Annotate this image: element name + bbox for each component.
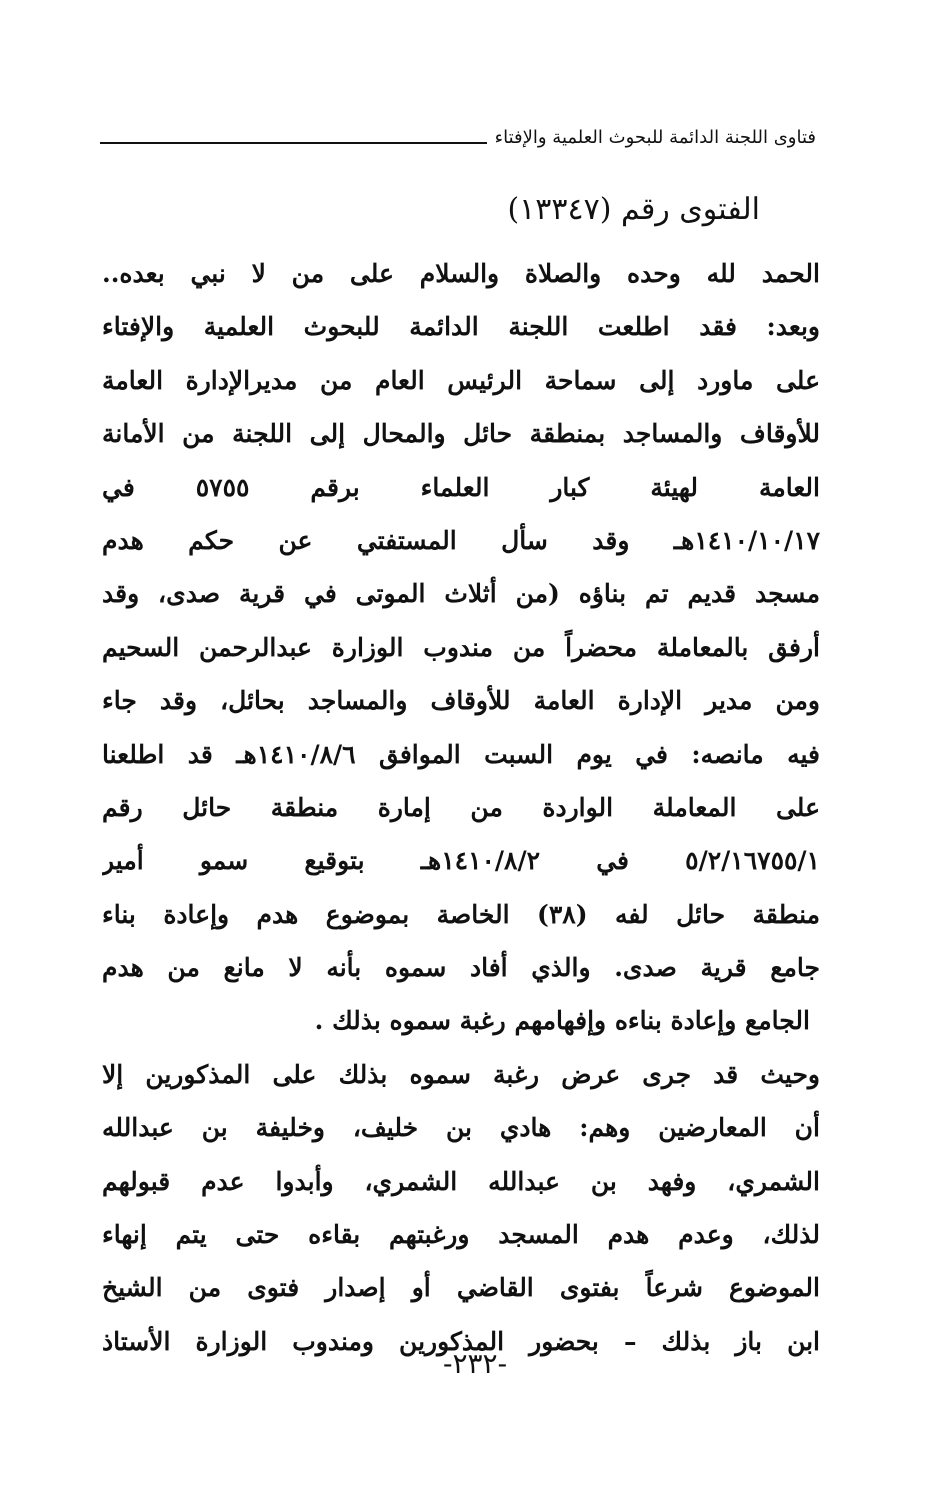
text-line: مسجد قديم تم بناؤه (من أثلاث الموتى في قرية صدى، وقد xyxy=(102,579,820,609)
header-rule xyxy=(100,142,487,144)
text-line: ٥/٢/١٦٧٥٥/١ في ١٤١٠/٨/٢هـ بتوقيع سمو أمير xyxy=(102,846,820,876)
text-line: ومن مدير الإدارة العامة للأوقاف والمساجد بحائل، وقد جاء xyxy=(102,686,820,716)
text-line: ١٤١٠/١٠/١٧هـ وقد سأل المستفتي عن حكم هدم xyxy=(102,525,820,555)
text-line: الجامع وإعادة بناءه وإفهامهم رغبة سموه بذلك . xyxy=(314,1006,810,1036)
text-line: وبعد: فقد اطلعت اللجنة الدائمة للبحوث العلمية والإفتاء xyxy=(102,312,820,342)
fatwa-text xyxy=(102,247,820,1368)
text-line: للأوقاف والمساجد بمنطقة حائل والمحال إلى اللجنة من الأمانة xyxy=(102,419,820,449)
text-line: على ماورد إلى سماحة الرئيس العام من مديرالإدارة العامة xyxy=(102,365,820,395)
text-line: الحمد لله وحده والصلاة والسلام على من لا نبي بعده.. xyxy=(102,259,820,288)
book-title: فتاوى اللجنة الدائمة للبحوث العلمية والإفتاء xyxy=(494,127,816,148)
text-line: أن المعارضين وهم: هادي بن خليف، وخليفة بن عبدالله xyxy=(102,1113,820,1143)
fatwa-number: الفتوى رقم (١٣٣٤٧) xyxy=(507,192,760,227)
running-header xyxy=(100,116,816,150)
text-line: جامع قرية صدى. والذي أفاد سموه بأنه لا مانع من هدم xyxy=(102,953,820,983)
text-line: أرفق بالمعاملة محضراً من مندوب الوزارة عبدالرحمن السحيم xyxy=(102,632,820,662)
text-line: وحيث قد جرى عرض رغبة سموه بذلك على المذكورين إلا xyxy=(102,1059,820,1089)
text-line: على المعاملة الواردة من إمارة منطقة حائل رقم xyxy=(102,792,820,822)
text-line: لذلك، وعدم هدم المسجد ورغبتهم بقاءه حتى يتم إنهاء xyxy=(102,1220,820,1250)
text-line: منطقة حائل لفه (٣٨) الخاصة بموضوع هدم وإعادة بناء xyxy=(102,899,820,929)
text-line: العامة لهيئة كبار العلماء برقم ٥٧٥٥ في xyxy=(102,472,820,502)
text-line: الشمري، وفهد بن عبدالله الشمري، وأبدوا عدم قبولهم xyxy=(102,1166,820,1196)
page-number: -٢٣٢- xyxy=(442,1347,508,1380)
text-line: فيه مانصه: في يوم السبت الموافق ١٤١٠/٨/٦هـ قد اطلعنا xyxy=(102,739,820,769)
text-line: الموضوع شرعاً بفتوى القاضي أو إصدار فتوى من الشيخ xyxy=(102,1273,820,1303)
text-line: ابن باز بذلك – بحضور المذكورين ومندوب الوزارة الأستاذ xyxy=(102,1326,820,1356)
